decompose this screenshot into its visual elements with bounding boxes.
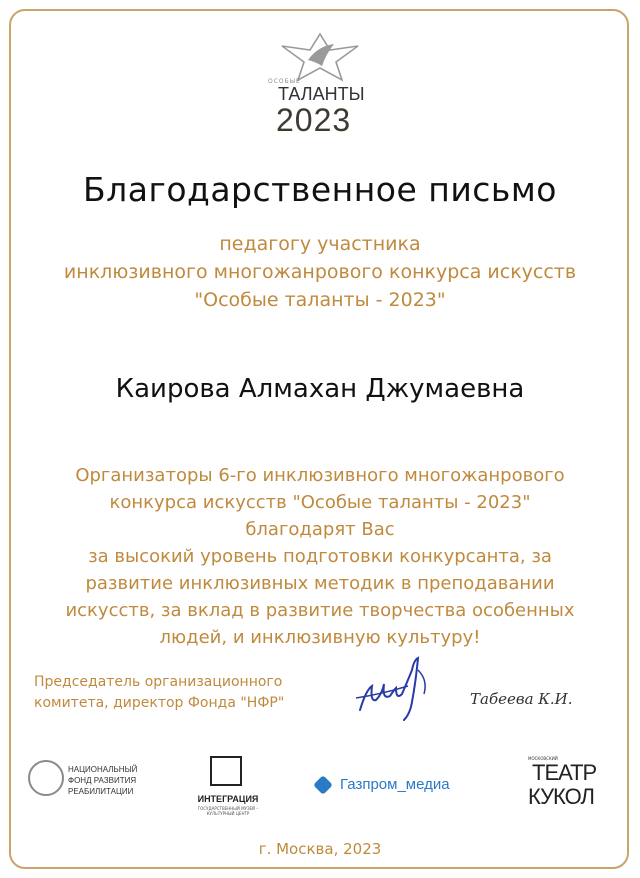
subtitle	[20, 230, 620, 314]
logo-small-text: ОСОБЫЕ	[268, 78, 301, 85]
recipient-name: Каирова Алмахан Джумаевна	[115, 374, 525, 404]
city-year: г. Москва, 2023	[258, 840, 382, 858]
logo-year: 2023	[276, 102, 352, 138]
integration-logo	[188, 754, 268, 820]
logo-word: ТАЛАНТЫ	[278, 84, 365, 104]
contest-logo	[260, 30, 380, 140]
integration-name: ИНТЕГРАЦИЯ	[197, 794, 259, 804]
body-line: за высокий уровень подготовки конкурсанта, за	[88, 546, 552, 567]
body-line: искусств, за вклад в развитие творчества особенных	[65, 600, 575, 621]
handwritten-signature	[352, 650, 452, 730]
integration-sub: ГОСУДАРСТВЕННЫЙ МУЗЕЙ – КУЛЬТУРНЫЙ ЦЕНТР	[197, 806, 259, 816]
nfr-line: ФОНД РАЗВИТИЯ	[68, 776, 137, 785]
signature-name: Табеева К.И.	[470, 690, 573, 708]
nfr-line: НАЦИОНАЛЬНЫЙ	[68, 765, 138, 774]
nfr-line: РЕАБИЛИТАЦИИ	[68, 787, 134, 796]
gazprom-mark-icon	[313, 775, 333, 795]
nfr-emblem-icon	[28, 760, 64, 796]
puppet-theatre-logo	[522, 756, 602, 816]
arch-icon	[210, 756, 242, 786]
subtitle-line: педагогу участника	[219, 233, 421, 255]
body-line: конкурса искусств "Особые таланты - 2023"	[109, 492, 531, 513]
gazprom-text: Газпром_медиа	[340, 776, 450, 793]
gazprom-media-logo	[316, 776, 486, 798]
body-line: людей, и инклюзивную культуру!	[159, 627, 481, 648]
chair-line: Председатель организационного	[34, 674, 283, 690]
teatr-line-2: КУКОЛ	[528, 784, 594, 809]
chair-line: комитета, директор Фонда "НФР"	[34, 695, 285, 711]
star-icon	[278, 32, 362, 82]
subtitle-line: инклюзивного многожанрового конкурса искусств	[63, 261, 577, 283]
page-title: Благодарственное письмо	[83, 170, 557, 209]
chair-title	[34, 672, 334, 714]
body-line: развитие инклюзивных методик в преподавании	[85, 573, 555, 594]
body-line: благодарят Вас	[245, 519, 395, 540]
body-text	[40, 462, 600, 651]
subtitle-line: "Особые таланты - 2023"	[194, 289, 446, 311]
nfr-logo	[28, 758, 148, 804]
body-line: Организаторы 6-го инклюзивного многожанрового	[75, 465, 565, 486]
teatr-line-1: ТЕАТР	[532, 760, 597, 785]
teatr-small: МОСКОВСКИЙ	[528, 756, 558, 761]
